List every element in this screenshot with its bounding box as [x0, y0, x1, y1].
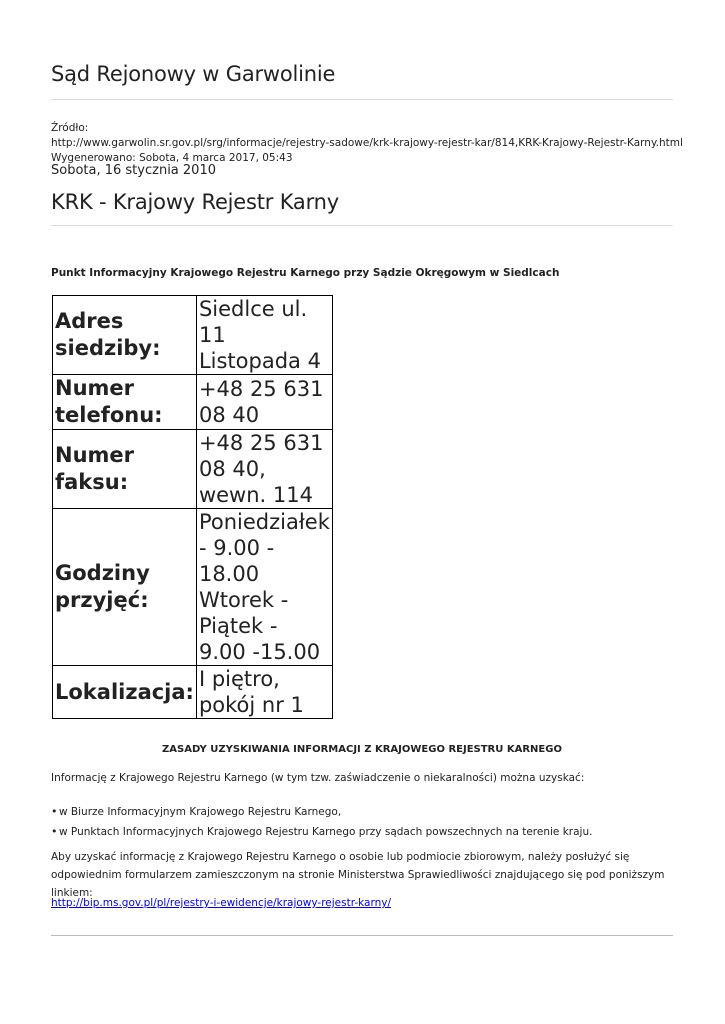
rules-heading: ZASADY UZYSKIWANIA INFORMACJI Z KRAJOWEGO REJESTRU KARNEGO — [162, 744, 562, 755]
source-label: Źródło: — [51, 122, 89, 134]
list-item: • w Biurze Informacyjnym Krajowego Rejestru Karnego, — [51, 802, 592, 822]
footer-divider — [51, 935, 673, 936]
table-value: +48 25 631 08 40 — [196, 375, 332, 430]
header-divider — [51, 99, 673, 100]
site-title: Sąd Rejonowy w Garwolinie — [51, 62, 336, 86]
table-row — [53, 509, 333, 666]
intro-paragraph: Informację z Krajowego Rejestru Karnego (w tym tzw. zaświadczenie o niekaralności) można uzyskać: — [51, 772, 585, 784]
bullet-list — [51, 802, 592, 842]
form-paragraph: Aby uzyskać informację z Krajowego Rejestru Karnego o osobie lub podmiocie zbiorowym, należy posłużyć się odpowiednim formularzem zamieszczonym na stronie Ministerstwa Sprawiedliwości znajdującego się pod poniższym linkiem: — [51, 851, 665, 899]
table-key: Numer telefonu: — [53, 375, 197, 430]
list-item: • w Punktach Informacyjnych Krajowego Rejestru Karnego przy sądach powszechnych na terenie kraju. — [51, 822, 592, 842]
title-divider — [51, 225, 673, 226]
contact-table — [52, 295, 333, 719]
source-block — [51, 121, 683, 166]
table-value: +48 25 631 08 40, wewn. 114 — [196, 430, 332, 509]
table-key: Numer faksu: — [53, 430, 197, 509]
table-value: I piętro, pokój nr 1 — [196, 666, 332, 719]
table-row — [53, 666, 333, 719]
table-value: Siedlce ul. 11 Listopada 4 — [196, 296, 332, 375]
table-key: Godziny przyjęć: — [53, 509, 197, 666]
ministry-link[interactable]: http://bip.ms.gov.pl/pl/rejestry-i-ewidencje/krajowy-rejestr-karny/ — [51, 897, 392, 909]
source-url: http://www.garwolin.sr.gov.pl/srg/informacje/rejestry-sadowe/krk-krajowy-rejestr-kar/814,KRK-Krajowy-Rejestr-Karny.html — [51, 137, 683, 149]
article-subhead: Punkt Informacyjny Krajowego Rejestru Karnego przy Sądzie Okręgowym w Siedlcach — [51, 267, 560, 279]
article-date: Sobota, 16 stycznia 2010 — [51, 163, 216, 178]
article-title: KRK - Krajowy Rejestr Karny — [51, 190, 339, 214]
table-row — [53, 296, 333, 375]
table-row — [53, 375, 333, 430]
generated-timestamp: Wygenerowano: Sobota, 4 marca 2017, 05:43 — [51, 152, 293, 164]
table-row — [53, 430, 333, 509]
table-value: Poniedziałek - 9.00 - 18.00 Wtorek - Piątek - 9.00 -15.00 — [196, 509, 332, 666]
table-key: Lokalizacja: — [53, 666, 197, 719]
table-key: Adres siedziby: — [53, 296, 197, 375]
